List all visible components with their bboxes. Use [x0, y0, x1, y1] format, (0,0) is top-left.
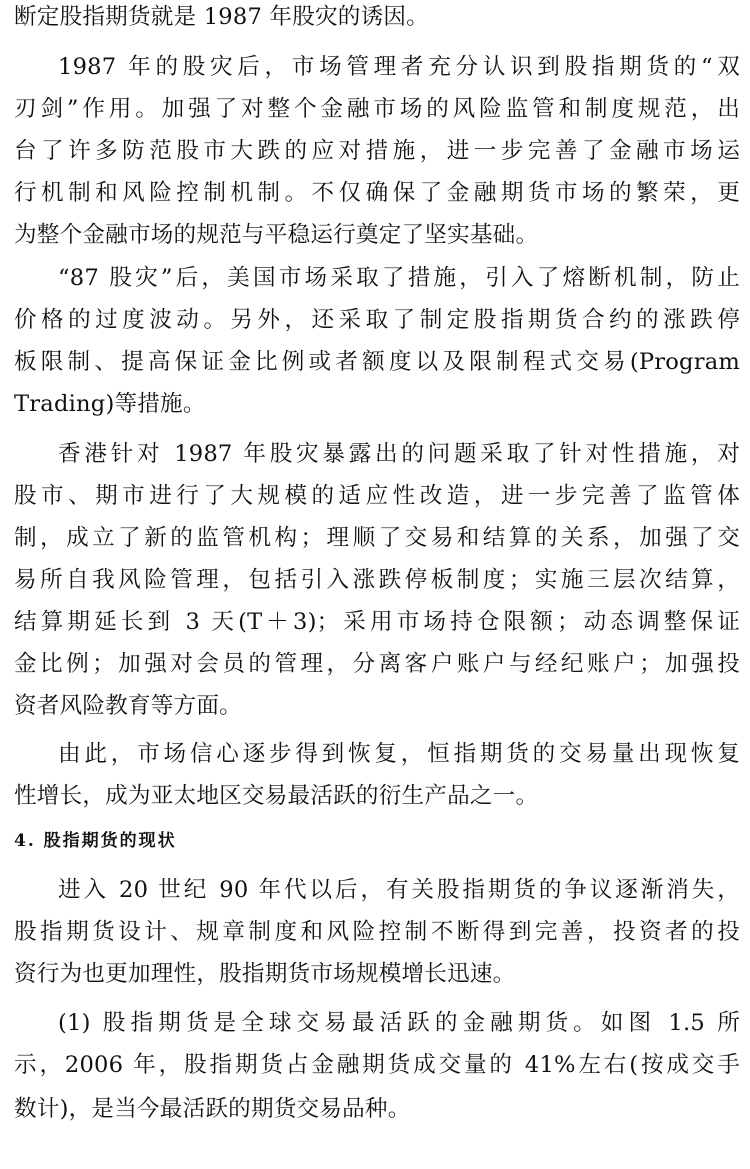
paragraph-line: 资行为也更加理性，股指期货市场规模增长迅速。 — [14, 961, 516, 987]
paragraph-line: 资者风险教育等方面。 — [14, 693, 242, 719]
paragraph-line: 断定股指期货就是 1987 年股灾的诱因。 — [14, 4, 429, 30]
paragraph-line: 制，成立了新的监管机构；理顺了交易和结算的关系，加强了交 — [14, 525, 740, 551]
paragraph-line: (1) 股指期货是全球交易最活跃的金融期货。如图 1.5 所 — [58, 1010, 740, 1036]
paragraph-line: 股指期货设计、规章制度和风险控制不断得到完善，投资者的投 — [14, 919, 740, 945]
paragraph-line: 易所自我风险管理，包括引入涨跌停板制度；实施三层次结算， — [14, 567, 740, 593]
paragraph-line: 金比例；加强对会员的管理，分离客户账户与经纪账户；加强投 — [14, 651, 740, 677]
paragraph-line: 行机制和风险控制机制。不仅确保了金融期货市场的繁荣，更 — [14, 180, 740, 206]
section-heading: 4. 股指期货的现状 — [14, 831, 177, 851]
paragraph-line: 数计)，是当今最活跃的期货交易品种。 — [14, 1096, 411, 1122]
paragraph-line: “87 股灾”后，美国市场采取了措施，引入了熔断机制，防止 — [58, 265, 740, 291]
paragraph-line: 板限制、提高保证金比例或者额度以及限制程式交易(Program — [14, 349, 740, 375]
paragraph-line: 香港针对 1987 年股灾暴露出的问题采取了针对性措施，对 — [58, 441, 740, 467]
paragraph-line: Trading)等措施。 — [14, 391, 206, 417]
paragraph-line: 由此，市场信心逐步得到恢复，恒指期货的交易量出现恢复 — [58, 741, 740, 767]
paragraph-line: 刃剑”作用。加强了对整个金融市场的风险监管和制度规范，出 — [14, 96, 740, 122]
paragraph-line: 1987 年的股灾后，市场管理者充分认识到股指期货的“双 — [58, 54, 740, 80]
paragraph-line: 台了许多防范股市大跌的应对措施，进一步完善了金融市场运 — [14, 138, 740, 164]
paragraph-line: 价格的过度波动。另外，还采取了制定股指期货合约的涨跌停 — [14, 307, 740, 333]
paragraph-line: 性增长，成为亚太地区交易最活跃的衍生产品之一。 — [14, 783, 539, 809]
paragraph-line: 示，2006 年，股指期货占金融期货成交量的 41%左右(按成交手 — [14, 1052, 740, 1078]
paragraph-line: 为整个金融市场的规范与平稳运行奠定了坚实基础。 — [14, 222, 539, 248]
paragraph-line: 进入 20 世纪 90 年代以后，有关股指期货的争议逐渐消失， — [58, 877, 740, 903]
paragraph-line: 股市、期市进行了大规模的适应性改造，进一步完善了监管体 — [14, 483, 740, 509]
paragraph-line: 结算期延长到 3 天(T＋3)；采用市场持仓限额；动态调整保证 — [14, 609, 740, 635]
